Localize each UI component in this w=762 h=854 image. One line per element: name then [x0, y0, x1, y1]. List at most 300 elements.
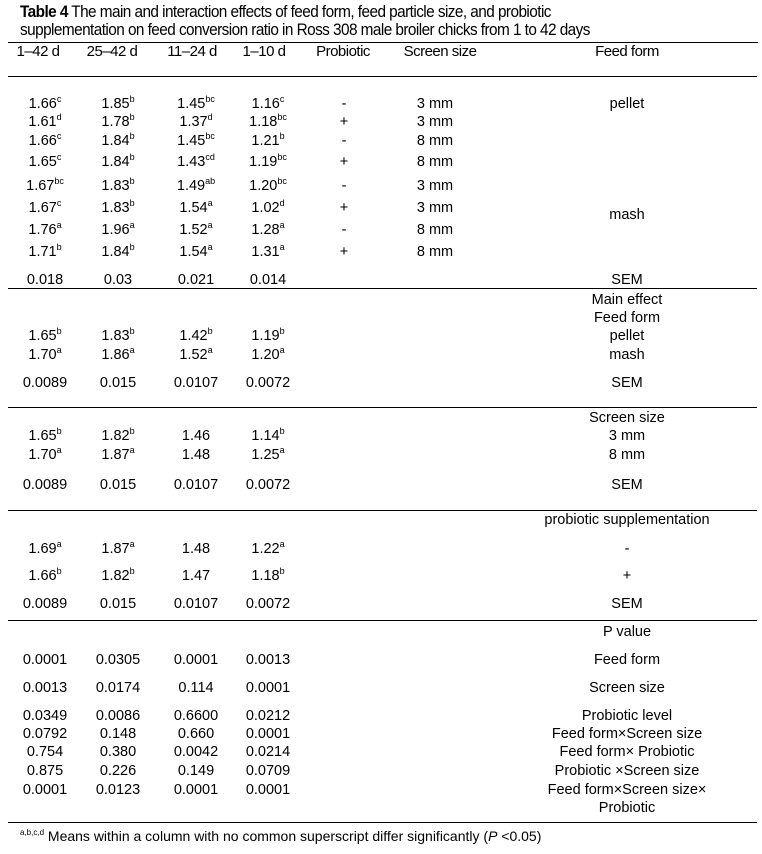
table-cell	[246, 744, 290, 760]
screen-size-cell: 3 mm	[416, 96, 454, 112]
cell-value: 0.0001	[245, 782, 291, 798]
table-cell	[251, 347, 284, 363]
table-cell	[252, 96, 285, 112]
significance-superscript: b	[129, 131, 135, 141]
row-label: mash	[609, 347, 645, 363]
row-label: -	[624, 541, 630, 557]
cell-value: 0.0305	[95, 652, 141, 668]
cell-value: 0.0709	[245, 763, 291, 779]
cell-value: 1.47	[181, 568, 211, 584]
table-cell	[182, 568, 210, 584]
table-cell	[246, 652, 290, 668]
significance-superscript: bc	[54, 176, 64, 186]
row-label: 8 mm	[608, 447, 646, 463]
cell-value: 0.0001	[245, 726, 291, 742]
row-label: Screen size	[589, 410, 665, 426]
significance-superscript: a	[279, 539, 285, 549]
cell-value: 0.0174	[95, 680, 141, 696]
cell-value: 1.18	[249, 114, 278, 130]
table-cell	[27, 744, 63, 760]
table-cell	[101, 568, 134, 584]
cell-value: 0.0072	[245, 596, 291, 612]
cell-value: 1.25	[251, 447, 280, 463]
significance-superscript: a	[207, 242, 213, 252]
column-header: Screen size	[403, 43, 477, 60]
cell-value: 1.16	[251, 96, 280, 112]
screen-size-cell: 8 mm	[416, 154, 454, 170]
cell-value: 1.67	[28, 200, 57, 216]
significance-superscript: cd	[205, 152, 215, 162]
table-cell	[29, 96, 62, 112]
table-cell	[28, 328, 61, 344]
table-cell	[246, 763, 290, 779]
cell-value: 1.65	[28, 428, 57, 444]
cell-value: 1.70	[28, 347, 57, 363]
footnote-superscript: a,b,c,d	[20, 828, 45, 837]
significance-superscript: bc	[277, 152, 287, 162]
cell-value: 1.43	[177, 154, 206, 170]
table-cell	[28, 541, 61, 557]
cell-value: 0.0086	[95, 708, 141, 724]
table-cell	[101, 428, 134, 444]
table-cell	[23, 708, 67, 724]
significance-superscript: a	[207, 198, 213, 208]
significance-superscript: c	[56, 94, 62, 104]
row-label: Feed form× Probiotic	[559, 744, 695, 760]
table-cell	[23, 782, 67, 798]
cell-value: 0.0072	[245, 375, 291, 391]
significance-superscript: b	[279, 566, 285, 576]
cell-value: 1.19	[249, 154, 278, 170]
table-cell	[174, 652, 218, 668]
cell-value: 1.18	[251, 568, 280, 584]
cell-value: 0.0089	[22, 477, 68, 493]
row-label: SEM	[611, 477, 643, 493]
significance-superscript: b	[129, 94, 135, 104]
row-label: Main effect	[591, 292, 663, 308]
table-cell	[178, 680, 213, 696]
row-label: P value	[602, 624, 652, 640]
screen-size-cell: 8 mm	[416, 244, 454, 260]
table-cell	[27, 763, 63, 779]
feed-form-group-pellet: pellet	[609, 96, 645, 112]
significance-superscript: a	[279, 445, 285, 455]
table-cell	[23, 652, 67, 668]
cell-value: 1.82	[101, 568, 130, 584]
table-cell	[249, 114, 287, 130]
row-label: Feed form×Screen size×	[547, 782, 707, 798]
cell-value: 1.84	[101, 244, 130, 260]
table-cell	[179, 347, 212, 363]
table-cell	[101, 133, 134, 149]
cell-value: 1.84	[101, 133, 130, 149]
table-cell	[28, 428, 61, 444]
cell-value: 1.66	[28, 568, 57, 584]
cell-value: 0.018	[26, 272, 64, 288]
significance-superscript: b	[279, 131, 285, 141]
cell-value: 1.21	[251, 133, 280, 149]
row-label: SEM	[611, 375, 643, 391]
cell-value: 1.48	[181, 447, 211, 463]
table-cell	[251, 541, 284, 557]
row-label: Probiotic level	[581, 708, 673, 724]
cell-value: 0.015	[99, 375, 137, 391]
significance-superscript: a	[279, 345, 285, 355]
significance-superscript: b	[56, 242, 62, 252]
row-label: +	[622, 568, 632, 584]
cell-value: 0.0214	[245, 744, 291, 760]
table-cell	[100, 596, 136, 612]
significance-superscript: a	[129, 345, 135, 355]
table-cell	[28, 447, 61, 463]
cell-value: 0.0107	[173, 375, 219, 391]
table-cell	[178, 272, 214, 288]
significance-superscript: c	[56, 131, 62, 141]
cell-value: 1.66	[28, 133, 57, 149]
cell-value: 0.0107	[173, 477, 219, 493]
cell-value: 1.02	[251, 200, 280, 216]
row-label: Feed form	[593, 310, 661, 326]
row-label: probiotic supplementation	[544, 512, 710, 528]
table-cell	[101, 178, 134, 194]
table-cell	[246, 477, 290, 493]
probiotic-cell: -	[341, 178, 347, 194]
cell-value: 0.0089	[22, 375, 68, 391]
significance-superscript: b	[56, 326, 62, 336]
table-cell	[101, 328, 134, 344]
cell-value: 0.0123	[95, 782, 141, 798]
significance-superscript: c	[56, 198, 62, 208]
probiotic-cell: +	[339, 200, 349, 216]
table-cell	[251, 447, 284, 463]
cell-value: 0.015	[99, 596, 137, 612]
cell-value: 0.0042	[173, 744, 219, 760]
column-header: Feed form	[595, 43, 659, 60]
table-cell	[174, 477, 218, 493]
table-cell	[179, 114, 212, 130]
cell-value: 1.45	[177, 133, 206, 149]
cell-value: 1.87	[101, 541, 130, 557]
row-label: SEM	[611, 272, 643, 288]
table-cell	[177, 154, 215, 170]
table-cell	[101, 541, 134, 557]
cell-value: 1.65	[28, 328, 57, 344]
section-rule	[8, 407, 757, 408]
table-cell	[251, 428, 284, 444]
table-cell	[23, 477, 67, 493]
table-cell	[174, 744, 218, 760]
table-caption	[20, 3, 590, 39]
significance-superscript: b	[129, 112, 135, 122]
screen-size-cell: 3 mm	[416, 114, 454, 130]
cell-value: 1.67	[26, 178, 55, 194]
significance-superscript: a	[129, 539, 135, 549]
table-cell	[174, 596, 218, 612]
cell-value: 1.85	[101, 96, 130, 112]
table-cell	[178, 726, 214, 742]
cell-value: 1.84	[101, 154, 130, 170]
probiotic-cell: -	[341, 222, 347, 238]
cell-value: 0.875	[26, 763, 64, 779]
table-cell	[251, 328, 284, 344]
significance-superscript: a	[56, 539, 62, 549]
section-rule	[8, 510, 757, 511]
probiotic-cell: -	[341, 133, 347, 149]
table-cell	[249, 154, 287, 170]
table-cell	[101, 200, 134, 216]
column-header: 25–42 d	[86, 43, 138, 60]
row-label: 3 mm	[608, 428, 646, 444]
cell-value: 1.83	[101, 200, 130, 216]
table-cell	[246, 375, 290, 391]
row-label: Probiotic	[598, 800, 656, 816]
cell-value: 1.45	[177, 96, 206, 112]
cell-value: 1.76	[28, 222, 57, 238]
significance-superscript: d	[207, 112, 213, 122]
cell-value: 1.87	[101, 447, 130, 463]
table-cell	[174, 782, 218, 798]
cell-value: 0.0001	[173, 782, 219, 798]
table-cell	[23, 375, 67, 391]
table-cell	[96, 652, 140, 668]
column-header: 1–10 d	[242, 43, 286, 60]
table-cell	[179, 200, 212, 216]
table-cell	[28, 114, 61, 130]
table-cell	[23, 680, 67, 696]
column-header: 11–24 d	[167, 43, 217, 60]
table-cell	[23, 726, 67, 742]
row-label: Probiotic ×Screen size	[554, 763, 700, 779]
cell-value: 1.69	[28, 541, 57, 557]
section-rule	[8, 288, 757, 289]
cell-value: 0.0107	[173, 596, 219, 612]
significance-superscript: bc	[277, 176, 287, 186]
row-label: Feed form	[593, 652, 661, 668]
feed-form-group-mash: mash	[609, 207, 645, 223]
screen-size-cell: 3 mm	[416, 200, 454, 216]
cell-value: 1.31	[251, 244, 280, 260]
cell-value: 0.6600	[173, 708, 219, 724]
table-number: Table 4	[20, 3, 68, 21]
row-label: pellet	[609, 328, 645, 344]
significance-superscript: b	[129, 326, 135, 336]
probiotic-cell: +	[339, 244, 349, 260]
table-cell	[96, 782, 140, 798]
cell-value: 0.0089	[22, 596, 68, 612]
significance-superscript: b	[129, 152, 135, 162]
significance-superscript: a	[129, 220, 135, 230]
significance-superscript: a	[279, 220, 285, 230]
cell-value: 1.82	[101, 428, 130, 444]
significance-superscript: a	[207, 345, 213, 355]
table-cell	[101, 154, 134, 170]
table-cell	[100, 375, 136, 391]
cell-value: 1.65	[28, 154, 57, 170]
table-cell	[174, 375, 218, 391]
significance-superscript: a	[56, 445, 62, 455]
cell-value: 0.0013	[245, 652, 291, 668]
cell-value: 1.22	[251, 541, 280, 557]
row-label: Feed form×Screen size	[551, 726, 703, 742]
footnote-text: Means within a column with no common superscript differ significantly (	[44, 828, 489, 844]
cell-value: 0.754	[26, 744, 64, 760]
table-cell	[177, 133, 215, 149]
table-cell	[174, 708, 218, 724]
screen-size-cell: 8 mm	[416, 133, 454, 149]
table-cell	[100, 744, 136, 760]
table-cell	[29, 200, 62, 216]
cell-value: 1.42	[179, 328, 208, 344]
table-footnote	[20, 828, 541, 844]
cell-value: 1.37	[179, 114, 208, 130]
table-cell	[251, 200, 284, 216]
table-cell	[101, 114, 134, 130]
table-cell	[96, 680, 140, 696]
cell-value: 1.86	[101, 347, 130, 363]
table-cell	[26, 178, 64, 194]
section-rule	[8, 620, 757, 621]
table-cell	[100, 726, 136, 742]
significance-superscript: b	[279, 326, 285, 336]
significance-superscript: bc	[277, 112, 287, 122]
significance-superscript: b	[129, 176, 135, 186]
cell-value: 0.0349	[22, 708, 68, 724]
table-cell	[249, 178, 287, 194]
significance-superscript: b	[56, 426, 62, 436]
probiotic-cell: -	[341, 96, 347, 112]
table-cell	[28, 347, 61, 363]
cell-value: 0.148	[99, 726, 137, 742]
table-cell	[179, 328, 212, 344]
cell-value: 0.0072	[245, 477, 291, 493]
cell-value: 0.0001	[22, 652, 68, 668]
significance-superscript: b	[129, 198, 135, 208]
cell-value: 1.28	[251, 222, 280, 238]
cell-value: 0.149	[177, 763, 215, 779]
table-cell	[251, 244, 284, 260]
table-cell	[101, 244, 134, 260]
table-cell	[182, 447, 210, 463]
significance-superscript: ab	[205, 176, 216, 186]
cell-value: 1.83	[101, 328, 130, 344]
table-cell	[96, 708, 140, 724]
table-cell	[28, 222, 61, 238]
table-cell	[246, 596, 290, 612]
cell-value: 1.66	[28, 96, 57, 112]
table-cell	[251, 568, 284, 584]
cell-value: 1.70	[28, 447, 57, 463]
significance-superscript: b	[129, 566, 135, 576]
table-cell	[29, 154, 62, 170]
caption-line-1: The main and interaction effects of feed form, feed particle size, and probiotic	[67, 3, 551, 21]
table-cell	[246, 726, 290, 742]
significance-superscript: b	[207, 326, 213, 336]
significance-superscript: d	[279, 198, 285, 208]
significance-superscript: d	[56, 112, 62, 122]
table-cell	[100, 477, 136, 493]
screen-size-cell: 8 mm	[416, 222, 454, 238]
significance-superscript: b	[279, 426, 285, 436]
cell-value: 0.0001	[173, 652, 219, 668]
significance-superscript: a	[129, 445, 135, 455]
table-cell	[182, 428, 210, 444]
table-cell	[250, 272, 286, 288]
significance-superscript: bc	[205, 94, 215, 104]
table-cell	[104, 272, 132, 288]
significance-superscript: a	[56, 220, 62, 230]
table-cell	[251, 222, 284, 238]
cell-value: 0.380	[99, 744, 137, 760]
significance-superscript: a	[279, 242, 285, 252]
cell-value: 1.54	[179, 244, 208, 260]
cell-value: 1.19	[251, 328, 280, 344]
cell-value: 0.114	[178, 680, 214, 696]
cell-value: 0.014	[249, 272, 287, 288]
table-cell	[177, 178, 215, 194]
cell-value: 1.83	[101, 178, 130, 194]
column-header: 1–42 d	[16, 43, 60, 60]
table-cell	[101, 222, 134, 238]
significance-superscript: b	[56, 566, 62, 576]
table-cell	[246, 782, 290, 798]
significance-superscript: b	[129, 242, 135, 252]
cell-value: 0.0013	[22, 680, 68, 696]
table-cell	[179, 222, 212, 238]
table-cell	[101, 447, 134, 463]
table-cell	[182, 541, 210, 557]
bottom-rule	[8, 822, 757, 823]
table-cell	[246, 708, 290, 724]
table-cell	[23, 596, 67, 612]
cell-value: 0.015	[99, 477, 137, 493]
significance-superscript: b	[129, 426, 135, 436]
table-cell	[28, 568, 61, 584]
cell-value: 1.20	[251, 347, 280, 363]
table-cell	[29, 133, 62, 149]
footnote-text-end: <0.05)	[497, 828, 542, 844]
cell-value: 1.49	[176, 178, 206, 194]
row-label: Screen size	[589, 680, 665, 696]
table-cell	[28, 244, 61, 260]
cell-value: 1.96	[101, 222, 130, 238]
table-cell	[101, 96, 134, 112]
table-cell	[178, 763, 214, 779]
table-cell	[27, 272, 63, 288]
cell-value: 0.660	[177, 726, 215, 742]
probiotic-cell: +	[339, 154, 349, 170]
table-cell	[179, 244, 212, 260]
footnote-p: P	[488, 828, 498, 844]
cell-value: 0.226	[99, 763, 137, 779]
table-cell	[101, 347, 134, 363]
cell-value: 0.03	[103, 272, 133, 288]
significance-superscript: c	[279, 94, 285, 104]
column-header: Probiotic	[316, 43, 370, 60]
significance-superscript: c	[56, 152, 62, 162]
cell-value: 1.20	[249, 178, 278, 194]
cell-value: 0.0792	[22, 726, 68, 742]
cell-value: 1.48	[181, 541, 211, 557]
probiotic-cell: +	[339, 114, 349, 130]
significance-superscript: a	[56, 345, 62, 355]
significance-superscript: a	[207, 220, 213, 230]
table-cell	[100, 763, 136, 779]
table-cell	[177, 96, 215, 112]
significance-superscript: bc	[205, 131, 215, 141]
header-rule	[8, 76, 757, 77]
cell-value: 0.0001	[22, 782, 68, 798]
cell-value: 0.0212	[245, 708, 291, 724]
